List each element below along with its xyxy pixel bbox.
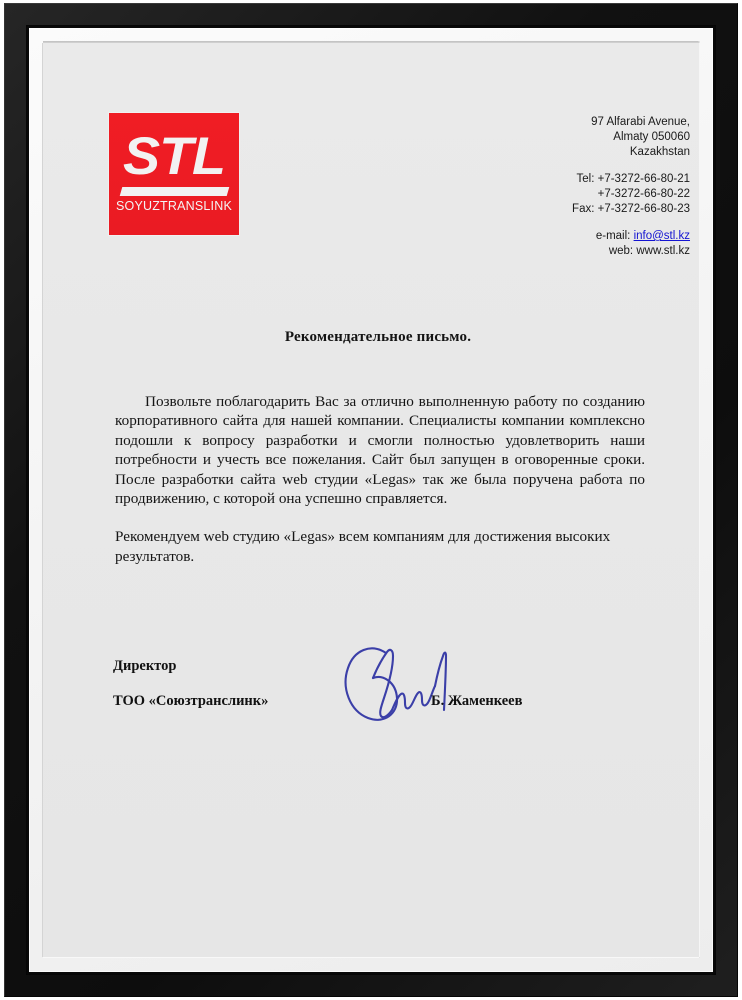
email-link[interactable]: info@stl.kz <box>633 230 690 242</box>
letter-body <box>115 392 645 566</box>
address-line-3: Kazakhstan <box>629 146 690 158</box>
phone-group <box>360 172 690 217</box>
signatory-role: Директор <box>113 658 177 674</box>
letterhead <box>43 43 699 257</box>
stl-logo-subtitle: SOYUZTRANSLINK <box>115 199 232 213</box>
document-title: Рекомендательное письмо. <box>284 329 472 345</box>
fax-line: Fax: +7-3272-66-80-23 <box>572 203 690 215</box>
handwritten-signature-icon <box>324 628 464 733</box>
letter-paper <box>43 43 699 957</box>
phone-line-2: +7-3272-66-80-22 <box>597 188 690 200</box>
address-line-1: 97 Alfarabi Avenue, <box>591 116 690 128</box>
contact-block <box>360 115 690 259</box>
signatory-name: Б. Жаменкеев <box>431 693 523 709</box>
email-line <box>360 229 690 244</box>
stl-logo <box>109 113 239 235</box>
signatory-company: ТОО «Союзтранслинк» <box>113 693 269 709</box>
web-group <box>360 229 690 259</box>
phone-line-1: Tel: +7-3272-66-80-21 <box>576 173 690 185</box>
stl-logo-underbar <box>120 187 230 196</box>
body-paragraph-1: Позвольте поблагодарить Вас за отлично выполненную работу по созданию корпоративного сайта для нашей компании. Специалисты компании комплексно подошли к вопросу разработки и смогли полностью удовлетворить наши потребности и учесть все пожелания. Сайт был запущен в оговоренные сроки. После разработки сайта web студии «Legas» так же была поручена работа по продвижению, с которой она успешно справляется. <box>115 393 645 508</box>
address-group <box>360 115 690 160</box>
email-label: e-mail: <box>595 230 631 242</box>
signature-block <box>43 648 699 758</box>
website-value: www.stl.kz <box>636 245 690 257</box>
address-line-2: Almaty 050060 <box>613 131 690 143</box>
website-label: web: <box>608 245 634 257</box>
body-paragraph-2: Рекомендуем web студию «Legas» всем компаниям для достижения высоких результатов. <box>115 528 611 565</box>
website-line <box>360 244 690 259</box>
stl-wordmark: STL <box>123 127 225 186</box>
